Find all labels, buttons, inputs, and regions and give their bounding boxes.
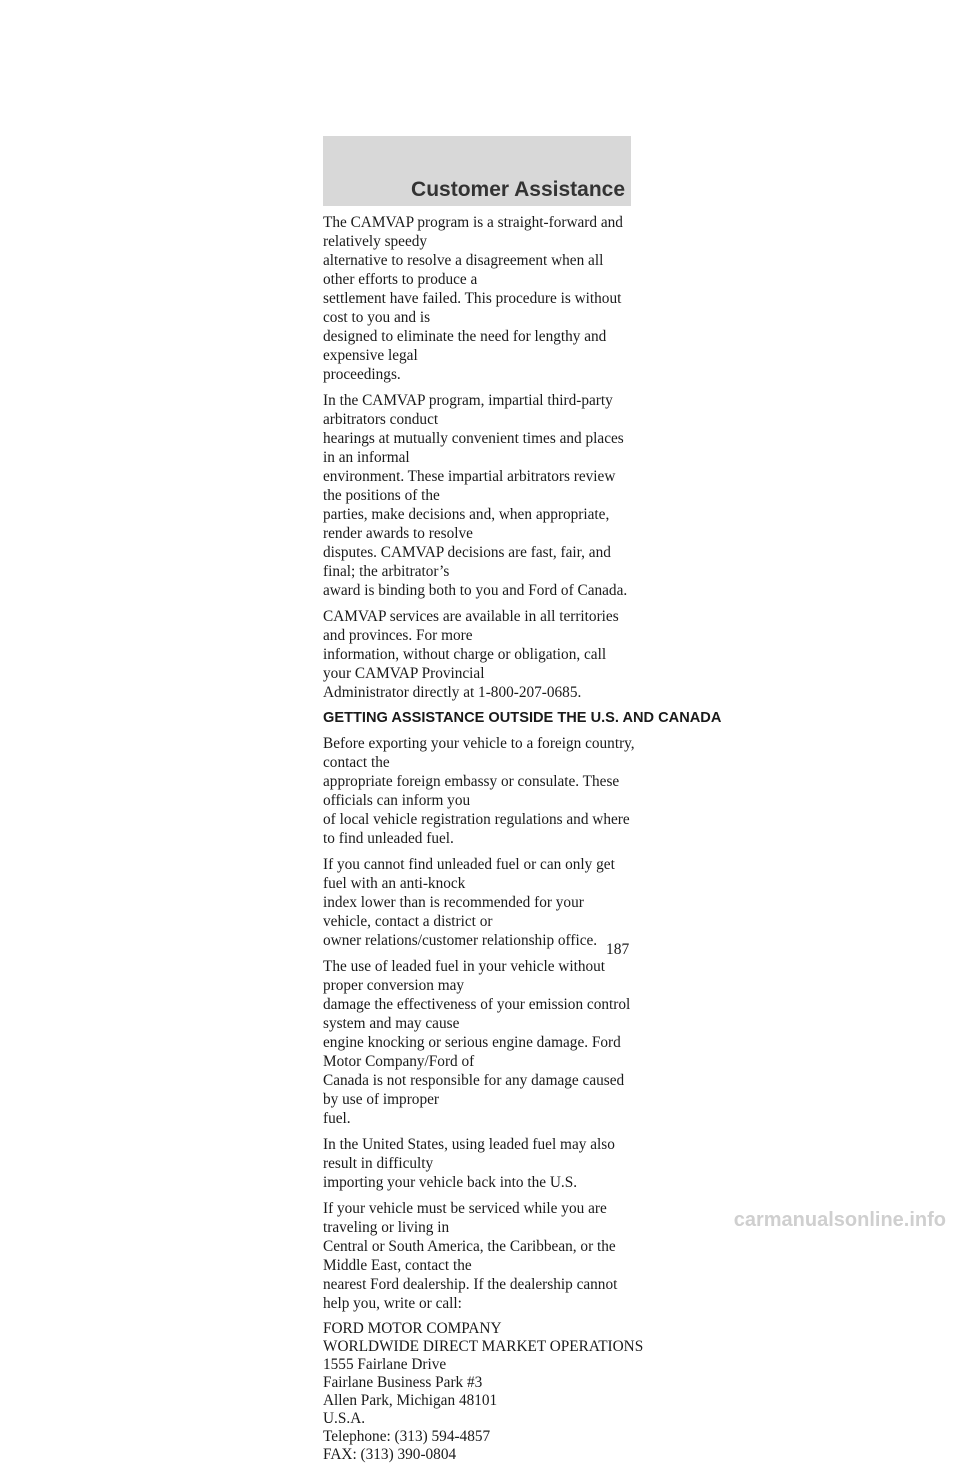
address-line: FORD MOTOR COMPANY [323,1320,502,1337]
address-line: 1555 Fairlane Drive [323,1356,447,1373]
address-fax: FAX: (313) 390-0804 [323,1446,457,1463]
section-heading: GETTING ASSISTANCE OUTSIDE THE U.S. AND CANADA [323,710,722,726]
paragraph-exporting: Before exporting your vehicle to a foreign country, contact the appropriate foreign embassy or consulate. These officials can inform you of local vehicle registration regulations and where to find unleaded fuel. [323,735,635,847]
page-content [323,213,722,1464]
address-line: Allen Park, Michigan 48101 [323,1392,498,1409]
paragraph-camvap-services: CAMVAP services are available in all territories and provinces. For more information, without charge or obligation, call your CAMVAP Provincial Administrator directly at 1-800-207-0685. [323,608,619,701]
paragraph-service-abroad: If your vehicle must be serviced while you are traveling or living in Central or South America, the Caribbean, or the Middle East, contact the nearest Ford dealership. If the dealership cannot help you, write or call: [323,1200,618,1312]
paragraph-camvap-intro: The CAMVAP program is a straight-forward and relatively speedy alternative to resolve a disagreement when all other efforts to produce a settlement have failed. This procedure is without cost to you and is designed to eliminate the need for lengthy and expensive legal proceedings. [323,214,623,383]
page-number: 187 [606,941,630,958]
paragraph-united-states: In the United States, using leaded fuel may also result in difficulty importing your vehicle back into the U.S. [323,1136,615,1191]
section-header-band [323,136,631,206]
address-line: Fairlane Business Park #3 [323,1374,483,1391]
paragraph-unleaded-fuel: If you cannot find unleaded fuel or can only get fuel with an anti-knock index lower than is recommended for your vehicle, contact a district or owner relations/customer relationship office. [323,856,615,949]
paragraph-camvap-arbitrators: In the CAMVAP program, impartial third-party arbitrators conduct hearings at mutually convenient times and places in an informal environment. These impartial arbitrators review the positions of the parties, make decisions and, when appropriate, render awards to resolve disputes. CAMVAP decisions are fast, fair, and final; the arbitrator’s award is binding both to you and Ford of Canada. [323,392,628,599]
watermark: carmanualsonline.info [733,1209,946,1231]
paragraph-leaded-fuel: The use of leaded fuel in your vehicle without proper conversion may damage the effectiveness of your emission control system and may cause engine knocking or serious engine damage. Ford Motor Company/Ford of Canada is not responsible for any damage caused by use of improper fuel. [323,958,631,1127]
contact-address [323,1320,644,1464]
address-telephone: Telephone: (313) 594-4857 [323,1428,491,1445]
address-line: WORLDWIDE DIRECT MARKET OPERATIONS [323,1338,644,1355]
address-line: U.S.A. [323,1410,366,1427]
section-title: Customer Assistance [411,178,625,201]
